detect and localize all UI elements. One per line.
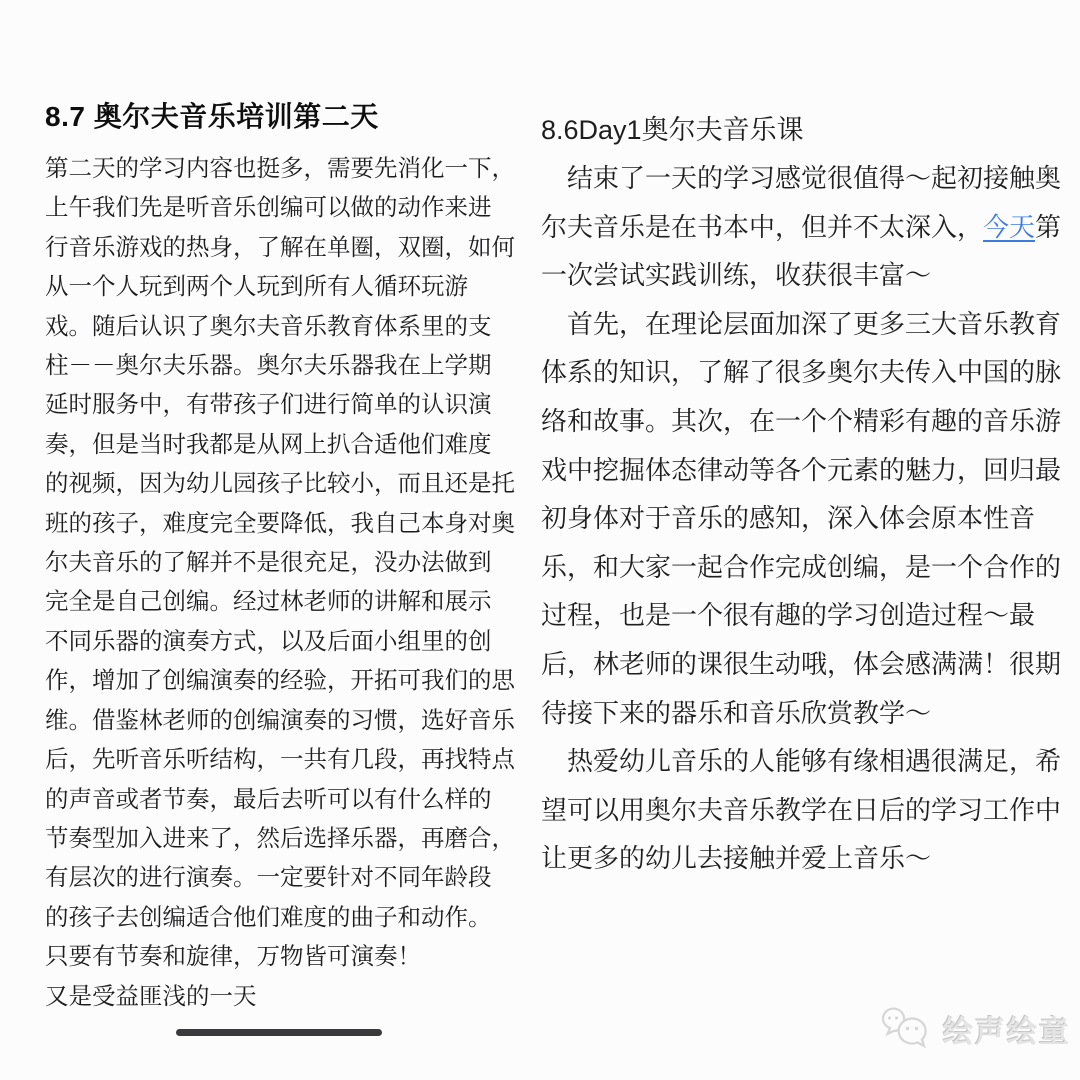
- text-line: 柱－－奥尔夫乐器。奥尔夫乐器我在上学期: [45, 352, 492, 379]
- text-line: 后，林老师的课很生动哦，体会感满满！很期: [541, 648, 1062, 679]
- text-line: 从一个人玩到两个人玩到所有人循环玩游: [45, 273, 468, 300]
- text-line: 奏，但是当时我都是从网上扒合适他们难度: [45, 430, 492, 457]
- text-line: 后，先听音乐听结构，一共有几段，再找特点: [45, 746, 515, 773]
- text-line: 节奏型加入进来了，然后选择乐器，再磨合，: [45, 824, 515, 851]
- text-line: 初身体对于音乐的感知，深入体会原本性音: [541, 503, 1036, 534]
- text-line: 行音乐游戏的热身，了解在单圈，双圈，如何: [45, 233, 515, 260]
- text-line: 有层次的进行演奏。一定要针对不同年龄段: [45, 864, 492, 891]
- text-line: 班的孩子，难度完全要降低，我自己本身对奥: [45, 509, 515, 536]
- text-line: 结束了一天的学习感觉很值得～起初接触奥: [541, 163, 1062, 193]
- watermark-label: 绘声绘童: [943, 1016, 1071, 1049]
- text-line: 不同乐器的演奏方式，以及后面小组里的创: [45, 627, 492, 654]
- text-line: 络和故事。其次，在一个个精彩有趣的音乐游: [541, 405, 1062, 436]
- right-note: [541, 106, 1080, 883]
- text-line: 只要有节奏和旋律，万物皆可演奏！: [45, 943, 421, 970]
- text-line: 第二天的学习内容也挺多，需要先消化一下，: [45, 155, 515, 181]
- text-line: 热爱幼儿音乐的人能够有缘相遇很满足，希: [541, 746, 1062, 777]
- text-line: 的孩子去创编适合他们难度的曲子和动作。: [45, 903, 492, 930]
- text-line: 一次尝试实践训练，收获很丰富～: [541, 260, 932, 291]
- today-link[interactable]: 今天: [983, 211, 1036, 242]
- text-line: 望可以用奥尔夫音乐教学在日后的学习工作中: [541, 794, 1062, 825]
- left-note-body: [45, 149, 523, 1016]
- text-line: 维。借鉴林老师的创编演奏的习惯，选好音乐: [45, 706, 515, 733]
- home-indicator: [176, 1029, 382, 1036]
- text-line: 尔夫音乐的了解并不是很充足，没办法做到: [45, 549, 492, 576]
- text-line: 体系的知识，了解了很多奥尔夫传入中国的脉: [541, 357, 1062, 388]
- text-line: 的视频，因为幼儿园孩子比较小，而且还是托: [45, 470, 515, 497]
- chat-bubbles-icon: [880, 1006, 936, 1052]
- text-segment: 尔夫音乐是在书本中，但并不太深入，: [541, 211, 984, 242]
- watermark: [880, 1006, 1071, 1052]
- text-line: 的声音或者节奏，最后去听可以有什么样的: [45, 785, 492, 812]
- text-line: 戏。随后认识了奥尔夫音乐教育体系里的支: [45, 312, 492, 339]
- text-line: 作，增加了创编演奏的经验，开拓可我们的思: [45, 667, 515, 694]
- text-line: 延时服务中，有带孩子们进行简单的认识演: [45, 391, 492, 418]
- text-line: [541, 203, 1080, 252]
- text-line: 过程，也是一个很有趣的学习创造过程～最: [541, 600, 1036, 631]
- left-note: [45, 100, 523, 1016]
- text-line: 又是受益匪浅的一天: [45, 982, 257, 1009]
- text-segment: 第: [1035, 211, 1062, 242]
- text-line: 让更多的幼儿去接触并爱上音乐～: [541, 843, 932, 874]
- left-note-title: 8.7 奥尔夫音乐培训第二天: [45, 101, 379, 132]
- text-line: 完全是自己创编。经过林老师的讲解和展示: [45, 588, 492, 615]
- text-line: 戏中挖掘体态律动等各个元素的魅力，回归最: [541, 454, 1062, 485]
- right-note-title: 8.6Day1奥尔夫音乐课: [541, 115, 804, 145]
- text-line: 待接下来的器乐和音乐欣赏教学～: [541, 697, 932, 728]
- text-line: 首先，在理论层面加深了更多三大音乐教育: [541, 308, 1062, 339]
- text-line: 上午我们先是听音乐创编可以做的动作来进: [45, 194, 492, 221]
- text-line: 乐，和大家一起合作完成创编，是一个合作的: [541, 551, 1062, 582]
- right-note-body: [541, 154, 1080, 883]
